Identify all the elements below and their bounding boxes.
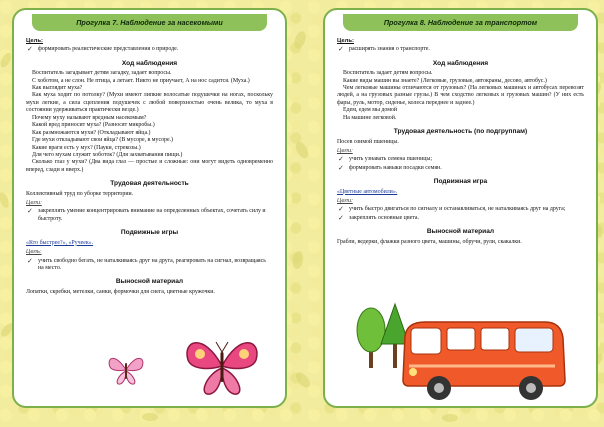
- paragraph: Как выглядит муха?: [32, 85, 83, 92]
- page-title: Прогулка 8. Наблюдение за транспортом: [343, 14, 578, 31]
- goal-item: ✓ формировать навыки посадки семян.: [337, 165, 584, 172]
- goal-item: ✓ закреплять основные цвета.: [337, 215, 584, 222]
- butterfly-icon: [182, 336, 262, 400]
- games-text: «Цветные автомобили».: [337, 188, 398, 195]
- paragraph: Какие виды машин вы знаете? (Легковые, грузовые, автокраны, десово, автобус.): [343, 77, 547, 84]
- goal-label: Цель:: [26, 249, 42, 256]
- paragraph: Какие враги есть у мух? (Пауки, стрекозы.): [32, 144, 141, 151]
- paragraph: Воспитатель загадывает детям загадку, задает вопросы.: [32, 70, 172, 77]
- goal-item: ✓ учить свободно бегать, не наталкиваясь друг на друга, реагировать на сигнал, возвращаясь на место.: [26, 258, 273, 273]
- goal-item: ✓ расширять знания о транспорте.: [337, 46, 584, 53]
- butterfly-icon: [106, 353, 146, 387]
- section-heading: Трудовая деятельность: [110, 180, 189, 188]
- goal-item: ✓ учить узнавать семена пшеницы;: [337, 156, 584, 163]
- work-text: Посев озимой пшеницы.: [337, 138, 399, 145]
- section-heading: Ход наблюдения: [121, 59, 178, 67]
- goal-label: Цели:: [337, 198, 353, 205]
- paragraph: Едем, едем мы домой: [343, 107, 398, 114]
- goal-label: Цель:: [26, 38, 43, 44]
- work-text: Коллективный труд по уборке территории.: [26, 190, 134, 197]
- paragraph: Как размножаются мухи? (Откладывают яйца.): [32, 129, 151, 136]
- bus-icon: [395, 314, 570, 404]
- section-heading: Подвижная игра: [433, 178, 488, 186]
- goal-label: Цели:: [26, 200, 42, 207]
- material-text: Грабли, ведерки, флажки разного цвета, машины, обручи, рули, скакалки.: [337, 238, 522, 245]
- goal-label: Цели:: [337, 147, 353, 154]
- goal-item: ✓ формировать реалистические представления о природе.: [26, 46, 273, 53]
- section-heading: Выносной материал: [426, 228, 495, 236]
- paragraph: Почему муху называют вредным насекомым?: [32, 114, 147, 121]
- page-title: Прогулка 7. Наблюдение за насекомыми: [32, 14, 267, 31]
- material-text: Лопатки, скребки, метелки, санки, формочки для снега, цветные кружочки.: [26, 288, 215, 295]
- paragraph: Воспитатель задает детям вопросы.: [343, 70, 433, 77]
- paragraph: На машине легковой.: [343, 114, 397, 121]
- paragraph: Сколько глаз у мухи? (Два вида глаз — простые и сложные: они могут видеть одновременно вперед, сзади и вверх.): [26, 159, 273, 173]
- goal-item: ✓ учить быстро двигаться по сигналу и останавливаться, не наталкиваясь друг на друга;: [337, 206, 584, 213]
- paragraph: Где мухи откладывают свои яйца? (В мусоре, в мусоре.): [32, 137, 174, 144]
- goal-item: ✓ закреплять умение концентрировать внимание на определенных объектах, сочетать силу и быстроту.: [26, 208, 273, 223]
- section-heading: Подвижные игры: [120, 229, 179, 237]
- section-heading: Выносной материал: [115, 278, 184, 286]
- section-heading: Ход наблюдения: [432, 59, 489, 67]
- paragraph: Как муха ходит по потолку? (Мухи имеют липкие волосатые подушечки на ногах, поскольку мухи легкие, а сила сцепления подушечек с любой поверхностью очень велика, то муха в состоянии удерживаться практически везде.): [26, 92, 273, 114]
- left-page: [12, 8, 287, 408]
- games-text: «Кто быстрее?», «Ручеек».: [26, 239, 94, 246]
- right-page: [323, 8, 598, 408]
- paragraph: С хоботом, а не слон. Не птица, а летает. Никто не приучает, А на нос садится. (Муха.): [32, 77, 250, 84]
- paragraph: Для чего мухам служит хоботок? (Для захватывания пищи.): [32, 151, 183, 158]
- paragraph: Какой вред приносит муха? (Разносят микробы.): [32, 122, 155, 129]
- paragraph: Чем легковые машины отличаются от грузовых? (На легковых машинах и автобусах перевозят людей, а на грузовых разные грузы.) В чем сходство легковых и грузовых машин? (У них есть фары, руль, мотор, сиденье, колеса переднее и заднее.): [337, 85, 584, 106]
- goal-label: Цель:: [337, 38, 354, 44]
- section-heading: Трудовая деятельность (по подгруппам): [393, 128, 528, 136]
